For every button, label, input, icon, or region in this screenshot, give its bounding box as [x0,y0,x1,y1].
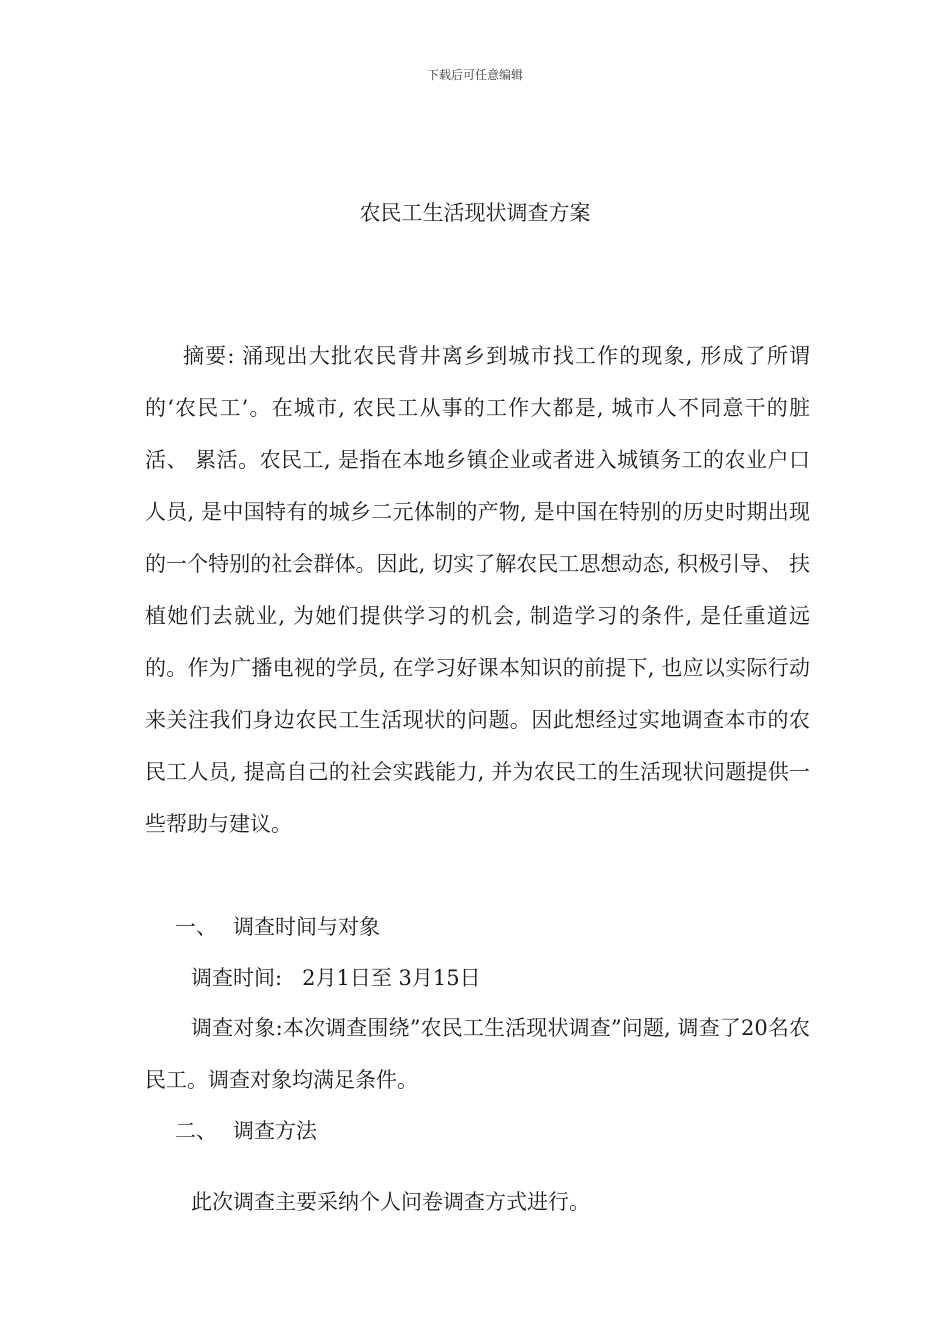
header-note: 下载后可任意编辑 [426,68,523,82]
survey-subject-text: 本次调查围绕”农民工生活现状调查”问题, 调查了20名农民工。调查对象均满足条件。 [145,1016,811,1092]
section-number-2: 二、 [175,1119,217,1143]
survey-subject-paragraph [145,1002,810,1106]
survey-time-value: 2月1日至 3月15日 [302,966,481,990]
section-heading-1 [175,912,380,942]
survey-time-line [191,963,481,993]
section-heading-2 [175,1116,317,1146]
survey-time-label: 调查时间: [191,966,283,990]
abstract-label: 摘要: [183,344,235,368]
section-title-2: 调查方法 [233,1119,317,1143]
document-title: 农民工生活现状调查方案 [359,201,591,225]
abstract-paragraph [145,330,810,850]
survey-subject-label: 调查对象: [191,1016,283,1040]
section-title-1: 调查时间与对象 [233,915,380,939]
section-number-1: 一、 [175,915,217,939]
survey-method-text: 此次调查主要采纳个人问卷调查方式进行。 [191,1190,590,1214]
abstract-text: 涌现出大批农民背井离乡到城市找工作的现象, 形成了所谓的‘农民工’。在城市, 农民工从事的工作大都是, 城市人不同意干的脏活、 累活。农民工, 是指在本地乡镇企业或者进入城镇务工的农业户口人员, 是中国特有的城乡二元体制的产物, 是中国在特别的历史时期出现的一个特别的社会群体。因此, 切实了解农民工思想动态, 积极引导、 扶植她们去就业, 为她们提供学习的机会, 制造学习的条件, 是任重道远的。作为广播电视的学员, 在学习好课本知识的前提下, 也应以实际行动来关注我们身边农民工生活现状的问题。因此想经过实地调查本市的农民工人员, 提高自己的社会实践能力, 并为农民工的生活现状问题提供一些帮助与建议。 [145,344,810,836]
